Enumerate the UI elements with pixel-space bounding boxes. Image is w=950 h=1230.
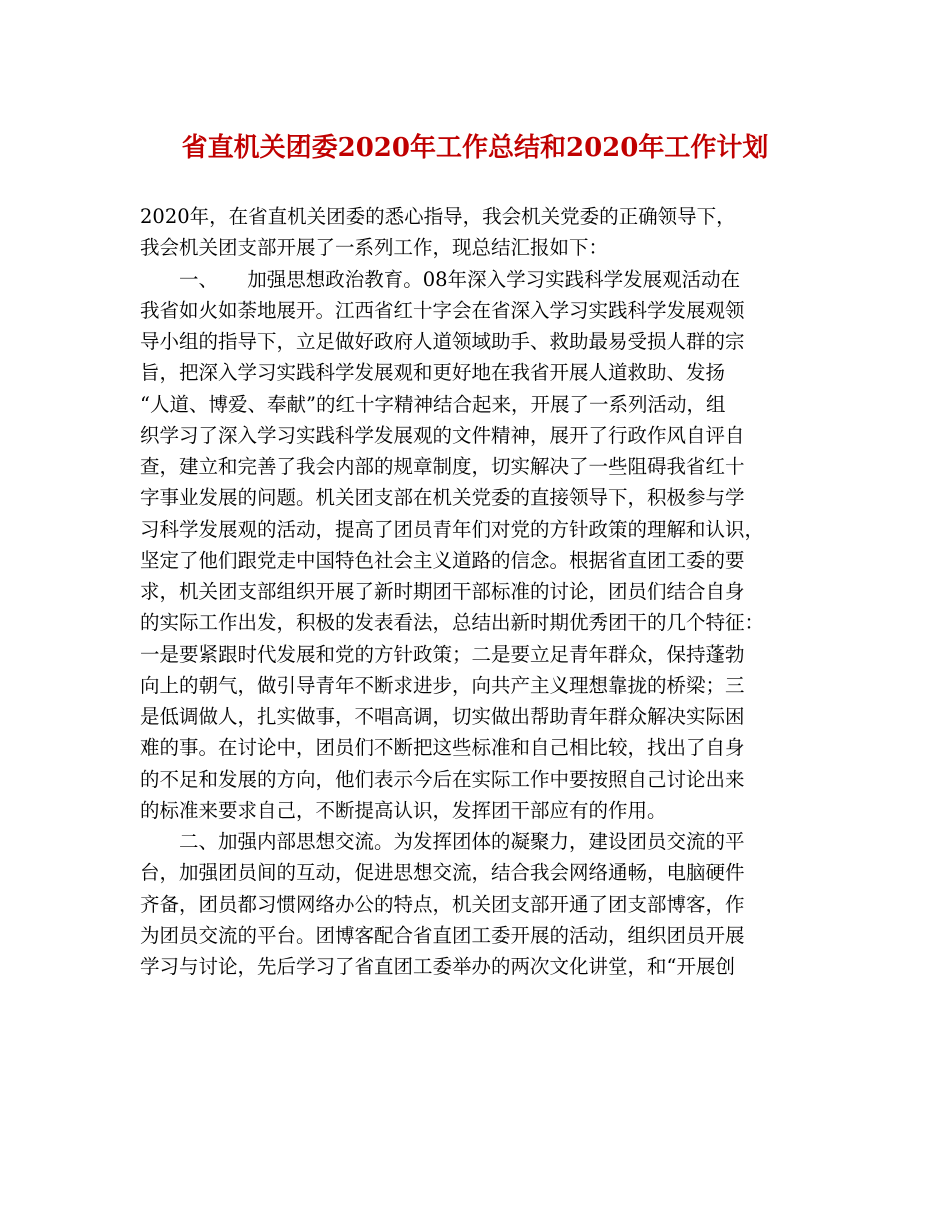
text-line: 向上的朝气，做引导青年不断求进步，向共产主义理想靠拢的桥梁；三 xyxy=(140,673,745,697)
text-line: 查，建立和完善了我会内部的规章制度，切实解决了一些阻碍我省红十 xyxy=(140,455,745,478)
text-line: 为团员交流的平台。团博客配合省直团工委开展的活动，组织团员开展 xyxy=(140,923,745,947)
text-line: 习科学发展观的活动，提高了团员青年们对党的方针政策的理解和认识， xyxy=(140,517,765,541)
text-line: “人道、博爱、奉献”的红十字精神结合起来，开展了一系列活动，组 xyxy=(140,392,726,416)
text-line: 台，加强团员间的互动，促进思想交流，结合我会网络通畅，电脑硬件 xyxy=(140,861,745,885)
text-line: 是低调做人，扎实做事，不唱高调，切实做出帮助青年群众解决实际困 xyxy=(140,705,745,728)
text-line: 齐备，团员都习惯网络办公的特点，机关团支部开通了团支部博客，作 xyxy=(140,892,745,916)
text-line: 一、 加强思想政治教育。08年深入学习实践科学发展观活动在 xyxy=(140,267,741,291)
text-line: 坚定了他们跟党走中国特色社会主义道路的信念。根据省直团工委的要 xyxy=(140,548,745,572)
text-line: 一是要紧跟时代发展和党的方针政策；二是要立足青年群众，保持蓬勃 xyxy=(140,642,745,666)
text-line: 学习与讨论，先后学习了省直团工委举办的两次文化讲堂，和“开展创 xyxy=(140,955,735,978)
text-line: 的标准来要求自己，不断提高认识，发挥团干部应有的作用。 xyxy=(140,798,667,822)
text-line: 旨，把深入学习实践科学发展观和更好地在我省开展人道救助、发扬 xyxy=(140,361,726,385)
text-line: 我省如火如荼地展开。江西省红十字会在省深入学习实践科学发展观领 xyxy=(140,298,745,322)
text-line: 难的事。在讨论中，团员们不断把这些标准和自己相比较，找出了自身 xyxy=(140,736,745,760)
text-line: 字事业发展的问题。机关团支部在机关党委的直接领导下，积极参与学 xyxy=(140,486,745,510)
text-line: 导小组的指导下，立足做好政府人道领域助手、救助最易受损人群的宗 xyxy=(140,330,745,353)
text-line: 织学习了深入学习实践科学发展观的文件精神，展开了行政作风自评自 xyxy=(140,423,745,447)
text-line: 我会机关团支部开展了一系列工作，现总结汇报如下： xyxy=(140,236,609,260)
text-line: 的不足和发展的方向，他们表示今后在实际工作中要按照自己讨论出来 xyxy=(140,767,745,791)
text-line: 求，机关团支部组织开展了新时期团干部标准的讨论，团员们结合自身 xyxy=(140,580,745,603)
text-line: 2020年，在省直机关团委的悉心指导，我会机关党委的正确领导下， xyxy=(140,205,736,228)
text-line: 二、加强内部思想交流。为发挥团体的凝聚力，建设团员交流的平 xyxy=(140,830,745,853)
document-title: 省直机关团委2020年工作总结和2020年工作计划 xyxy=(181,133,769,163)
text-line: 的实际工作出发，积极的发表看法，总结出新时期优秀团干的几个特征： xyxy=(140,611,765,635)
